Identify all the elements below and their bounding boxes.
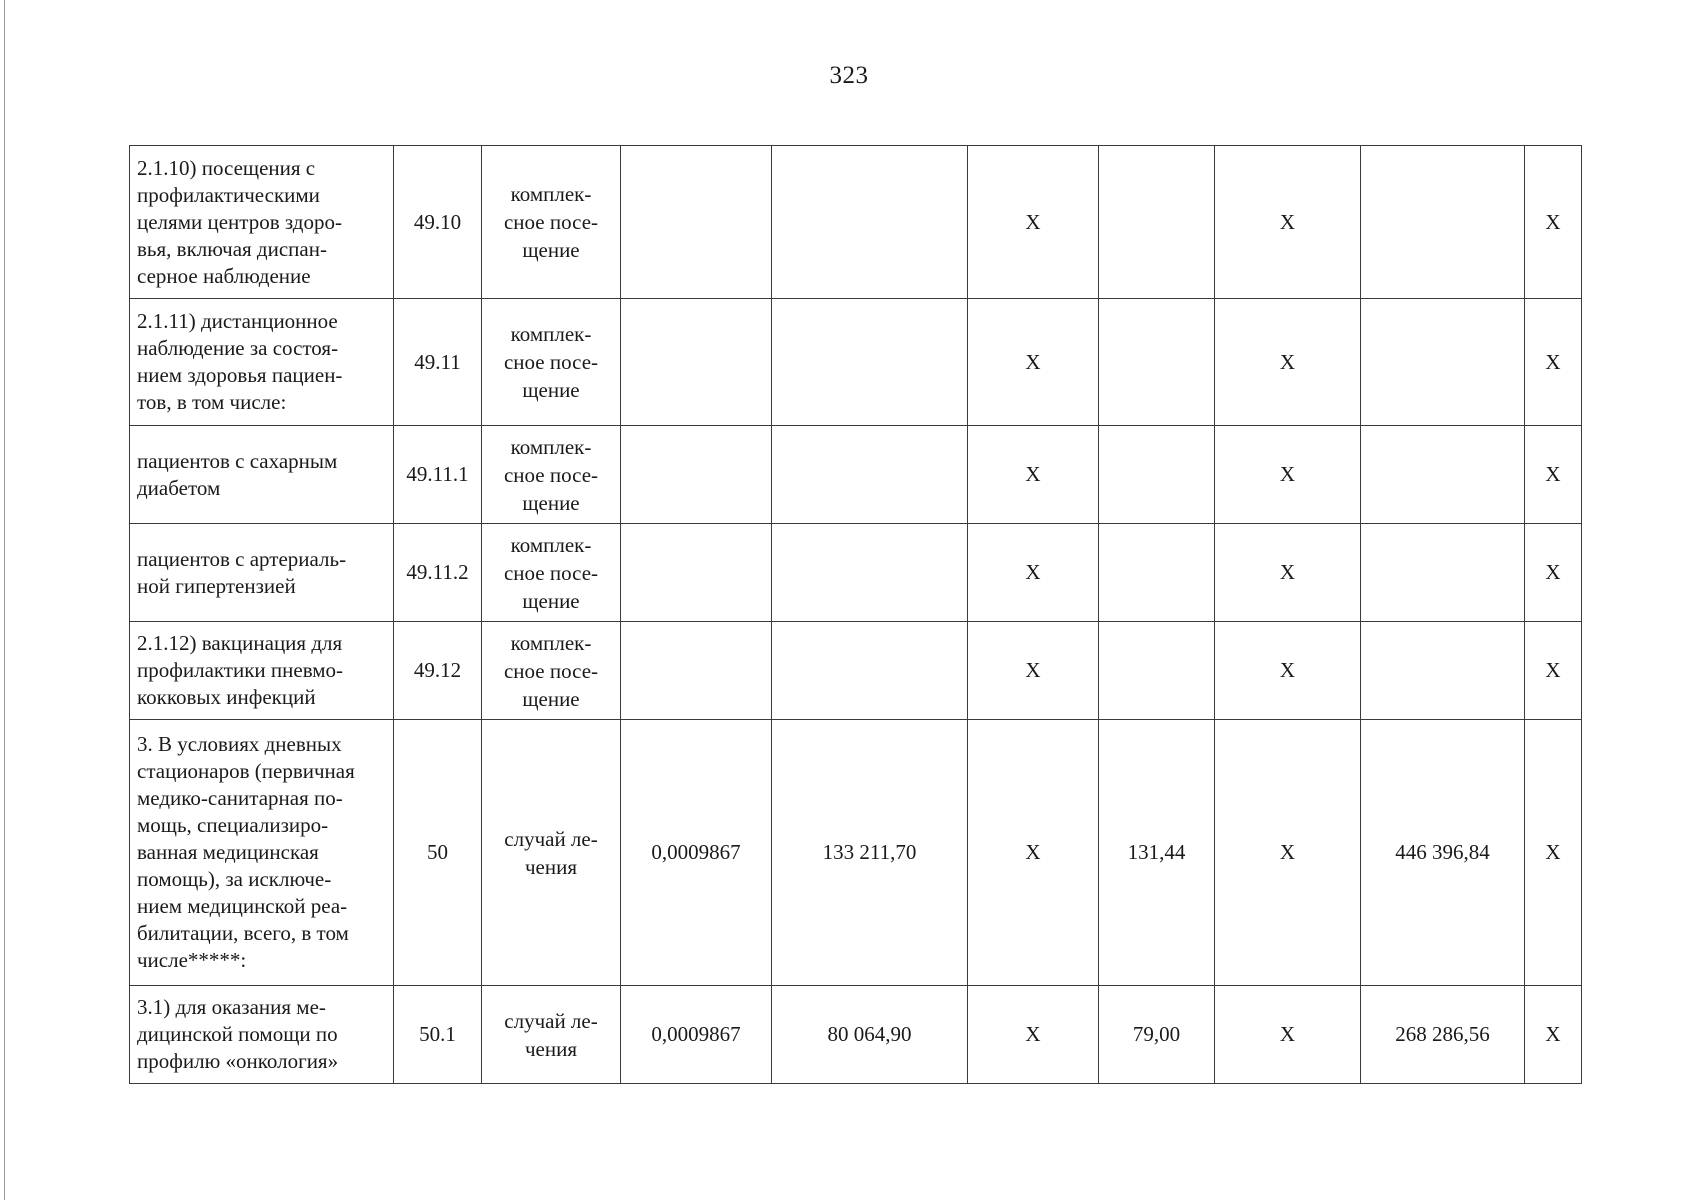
cell-text: X [1279, 560, 1296, 584]
row-percapita-cell [1099, 524, 1215, 622]
row-name-cell [130, 524, 394, 622]
row-cost-cell [772, 720, 968, 986]
row-percapita-cell [1099, 622, 1215, 720]
row-unit-cell [482, 720, 621, 986]
cell-text: X [1279, 840, 1296, 864]
row-col8-cell [1215, 720, 1361, 986]
row-total-cell [1361, 524, 1525, 622]
row-name-cell [130, 426, 394, 524]
cell-text: случай ле- чения [504, 826, 598, 879]
row-code-cell [394, 720, 482, 986]
row-col8-cell [1215, 524, 1361, 622]
cell-text: 2.1.12) вакцинация для профилактики пневмо- кокковых инфекций [137, 631, 344, 709]
cell-text: X [1025, 1022, 1041, 1046]
row-col6-cell [968, 720, 1099, 986]
data-table [129, 145, 1582, 1084]
row-unit-cell [482, 986, 621, 1084]
page-number: 323 [829, 62, 869, 89]
row-code-cell [394, 622, 482, 720]
cell-text: X [1279, 349, 1296, 374]
row-col8-cell [1215, 299, 1361, 426]
row-col6-cell [968, 299, 1099, 426]
row-col8-cell [1215, 146, 1361, 299]
cell-text: 49.11 [414, 349, 461, 374]
row-code-cell [394, 986, 482, 1084]
cell-text: комплек- сное посе- щение [503, 532, 599, 613]
cell-text: X [1545, 462, 1561, 486]
row-total-cell [1361, 299, 1525, 426]
row-unit-cell [482, 299, 621, 426]
row-unit-cell [482, 622, 621, 720]
row-norm-cell [621, 986, 772, 1084]
cell-text: X [1545, 349, 1561, 374]
cell-text: 0,0009867 [651, 1022, 741, 1046]
cell-text: X [1025, 560, 1041, 584]
row-name-cell [130, 720, 394, 986]
row-col8-cell [1215, 622, 1361, 720]
row-col6-cell [968, 986, 1099, 1084]
cell-text: X [1025, 462, 1041, 486]
cell-text: 49.10 [413, 209, 462, 234]
cell-text: X [1545, 840, 1561, 864]
row-norm-cell [621, 299, 772, 426]
cell-text: пациентов с артериаль- ной гипертензией [137, 546, 347, 598]
cell-text: 3. В условиях дневных стационаров (первичная медико-санитарная по- мощь, специализиро- ванная медицинская помощь), за исключе- нием медицинской реа- билитации, всего, в том числе*****: [137, 732, 355, 972]
row-total-cell [1361, 622, 1525, 720]
cell-text: случай ле- чения [504, 1008, 598, 1061]
row-total-cell [1361, 426, 1525, 524]
row-col10-cell [1525, 299, 1582, 426]
row-name-cell [130, 622, 394, 720]
cell-text: комплек- сное посе- щение [503, 182, 599, 262]
row-total-cell [1361, 986, 1525, 1084]
cell-text: X [1025, 840, 1041, 864]
cell-text: 79,00 [1132, 1022, 1181, 1046]
row-cost-cell [772, 622, 968, 720]
cell-text: X [1279, 1022, 1296, 1046]
table-body [130, 146, 1582, 1084]
row-unit-cell [482, 146, 621, 299]
row-percapita-cell [1099, 720, 1215, 986]
row-col10-cell [1525, 524, 1582, 622]
table-row [130, 622, 1582, 720]
row-code-cell [394, 146, 482, 299]
cell-text: 268 286,56 [1395, 1022, 1490, 1046]
cell-text: 0,0009867 [651, 840, 741, 864]
row-name-cell [130, 146, 394, 299]
cell-text: 2.1.10) посещения с профилактическими целями центров здоро- вья, включая диспан- серное наблюдение [137, 155, 342, 288]
table-row [130, 299, 1582, 426]
cell-text: комплек- сное посе- щение [503, 434, 599, 515]
cell-text: X [1545, 658, 1561, 682]
row-percapita-cell [1099, 299, 1215, 426]
row-col6-cell [968, 426, 1099, 524]
row-cost-cell [772, 986, 968, 1084]
row-percapita-cell [1099, 146, 1215, 299]
cell-text: X [1025, 349, 1041, 374]
table-row [130, 720, 1582, 986]
row-cost-cell [772, 146, 968, 299]
cell-text: X [1025, 209, 1041, 234]
cell-text: 49.12 [413, 658, 462, 682]
cell-text: X [1279, 658, 1296, 682]
row-norm-cell [621, 426, 772, 524]
row-col10-cell [1525, 622, 1582, 720]
row-norm-cell [621, 622, 772, 720]
row-total-cell [1361, 720, 1525, 986]
table-row [130, 426, 1582, 524]
row-col10-cell [1525, 720, 1582, 986]
cell-text: X [1545, 1022, 1561, 1046]
row-percapita-cell [1099, 426, 1215, 524]
row-code-cell [394, 524, 482, 622]
row-unit-cell [482, 524, 621, 622]
cell-text: 49.11.2 [406, 560, 469, 584]
cell-text: 133 211,70 [822, 840, 917, 864]
row-col6-cell [968, 146, 1099, 299]
row-cost-cell [772, 426, 968, 524]
row-cost-cell [772, 524, 968, 622]
row-col10-cell [1525, 986, 1582, 1084]
row-norm-cell [621, 720, 772, 986]
row-col8-cell [1215, 986, 1361, 1084]
row-norm-cell [621, 524, 772, 622]
cell-text: 2.1.11) дистанционное наблюдение за состоя- нием здоровья пациен- тов, в том числе: [137, 309, 343, 414]
table-row [130, 986, 1582, 1084]
scan-left-edge-line [4, 0, 5, 1200]
row-col6-cell [968, 524, 1099, 622]
row-col6-cell [968, 622, 1099, 720]
cell-text: комплек- сное посе- щение [503, 322, 599, 402]
table-row [130, 146, 1582, 299]
cell-text: 49.11.1 [406, 462, 469, 486]
cell-text: X [1545, 209, 1561, 234]
row-cost-cell [772, 299, 968, 426]
cell-text: X [1025, 658, 1041, 682]
row-col10-cell [1525, 426, 1582, 524]
row-norm-cell [621, 146, 772, 299]
cell-text: 80 064,90 [827, 1022, 912, 1046]
row-col10-cell [1525, 146, 1582, 299]
cell-text: X [1545, 560, 1561, 584]
cell-text: 3.1) для оказания ме- дицинской помощи по профилю «онкология» [137, 995, 339, 1073]
cell-text: X [1279, 209, 1296, 234]
row-name-cell [130, 986, 394, 1084]
row-code-cell [394, 426, 482, 524]
row-total-cell [1361, 146, 1525, 299]
cell-text: 446 396,84 [1395, 840, 1490, 864]
cell-text: 131,44 [1127, 840, 1186, 864]
table-row [130, 524, 1582, 622]
cell-text: пациентов с сахарным диабетом [137, 448, 338, 500]
row-percapita-cell [1099, 986, 1215, 1084]
cell-text: 50.1 [419, 1022, 456, 1046]
row-unit-cell [482, 426, 621, 524]
row-name-cell [130, 299, 394, 426]
cell-text: комплек- сное посе- щение [503, 630, 599, 711]
cell-text: X [1279, 462, 1296, 486]
row-code-cell [394, 299, 482, 426]
cell-text: 50 [427, 840, 448, 864]
row-col8-cell [1215, 426, 1361, 524]
